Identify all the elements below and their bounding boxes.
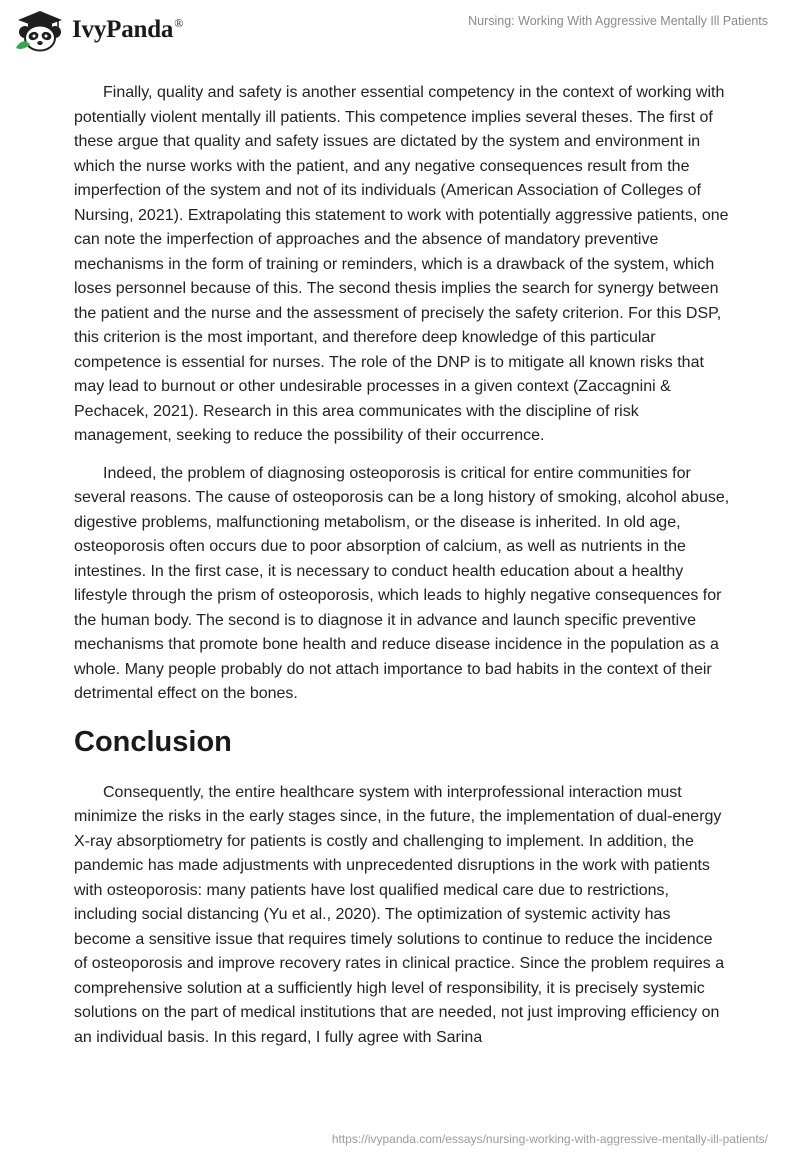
essay-body — [74, 81, 730, 1063]
body-paragraph: Finally, quality and safety is another essential competency in the context of working with potentially violent mentally ill patients. This competence implies several theses. The first of these argue that quality and safety issues are dictated by the system and environment in which the nurse works with the patient, and any negative consequences result from the imperfection of the system and not of its individuals (American Association of Colleges of Nursing, 2021). Extrapolating this statement to work with potentially aggressive patients, one can note the imperfection of approaches and the absence of mandatory preventive mechanisms in the form of training or reminders, which is a drawback of the system, which loses personnel because of this. The second thesis implies the search for synergy between the patient and the nurse and the assessment of precisely the safety criterion. For this DSP, this criterion is the most important, and therefore deep knowledge of this particular competence is essential for nurses. The role of the DNP is to mitigate all known risks that may lead to burnout or other undesirable processes in a given context (Zaccagnini & Pechacek, 2021). Research in this area communicates with the discipline of risk management, seeking to reduce the possibility of their occurrence. — [74, 84, 729, 444]
conclusion-paragraph: Consequently, the entire healthcare system with interprofessional interaction must minimize the risks in the early stages since, in the future, the implementation of dual-energy X-ray absorptiometry for patients is costly and challenging to implement. In addition, the pandemic has made adjustments with unprecedented disruptions in the work with patients with osteoporosis: many patients have lost qualified medical care due to restrictions, including social distancing (Yu et al., 2020). The optimization of systemic activity has become a sensitive issue that requires timely solutions to continue to reduce the incidence of osteoporosis and improve recovery rates in clinical practice. Since the problem requires a comprehensive solution at a sufficiently high level of responsibility, it is precisely systemic solutions on the part of medical institutions that are needed, not just improving efficiency on an individual basis. In this regard, I fully agree with Sarina — [74, 783, 725, 1046]
panda-graduate-icon — [14, 8, 66, 52]
running-title: Nursing: Working With Aggressive Mentally Ill Patients — [468, 14, 768, 28]
page-header — [0, 0, 800, 60]
source-url[interactable]: https://ivypanda.com/essays/nursing-working-with-aggressive-mentally-ill-patients/ — [331, 1132, 768, 1146]
section-heading-conclusion: Conclusion — [74, 725, 232, 758]
body-paragraph: Indeed, the problem of diagnosing osteoporosis is critical for entire communities for several reasons. The cause of osteoporosis can be a long history of smoking, alcohol abuse, digestive problems, malfunctioning metabolism, or the disease is inherited. In old age, osteoporosis often occurs due to poor absorption of calcium, as well as nutrients in the intestines. In the first case, it is necessary to conduct health education about a healthy lifestyle through the prism of osteoporosis, which leads to highly negative consequences for the human body. The second is to diagnose it in advance and launch specific preventive mechanisms that promote bone health and reduce disease incidence in the population as a whole. Many people probably do not attach importance to bad habits in the context of their detrimental effect on the bones. — [74, 464, 730, 702]
logo-wordmark: IvyPanda® — [72, 16, 184, 43]
site-logo[interactable] — [14, 8, 183, 52]
